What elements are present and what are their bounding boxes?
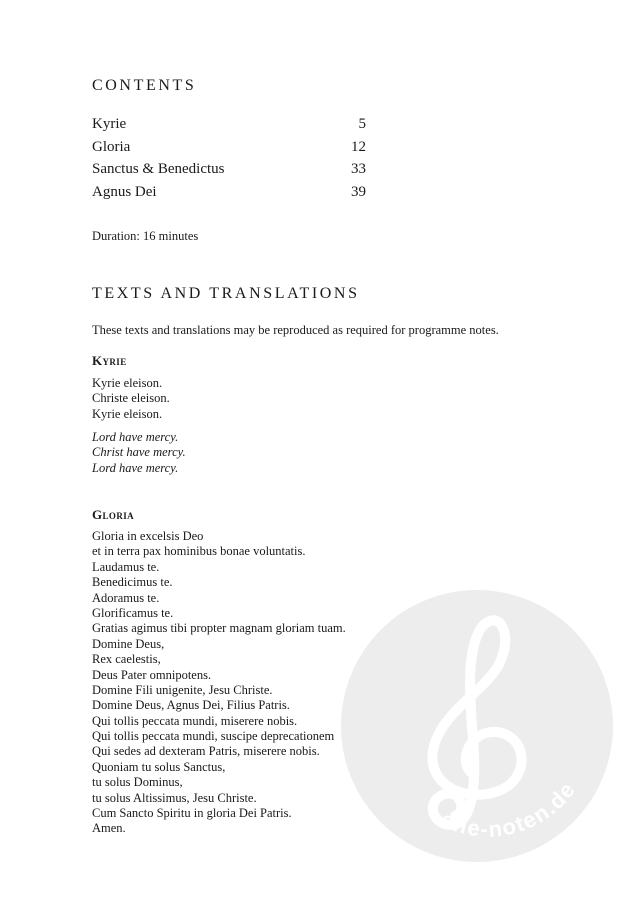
watermark-text: alle-noten.de [437, 776, 581, 842]
text-line: Qui sedes ad dexteram Patris, miserere nobis. [92, 744, 320, 759]
text-line: tu solus Altissimus, Jesu Christe. [92, 790, 257, 805]
toc-entry-page: 5 [358, 116, 366, 132]
text-line: Adoramus te. [92, 590, 160, 605]
contents-heading: CONTENTS [92, 77, 197, 94]
text-line: Lord have mercy. [92, 460, 179, 475]
text-line: Domine Deus, Agnus Dei, Filius Patris. [92, 698, 290, 713]
toc-entry [92, 113, 366, 136]
watermark-seal [341, 590, 613, 862]
kyrie-english-translation [92, 430, 186, 476]
toc-entry-page: 39 [351, 183, 366, 200]
text-line: Quoniam tu solus Sanctus, [92, 759, 226, 774]
toc-entry-title: Kyrie [92, 116, 127, 132]
texts-heading: TEXTS AND TRANSLATIONS [92, 285, 360, 302]
text-line: Deus Pater omnipotens. [92, 667, 212, 682]
text-line: Cum Sancto Spiritu in gloria Dei Patris. [92, 806, 292, 821]
gloria-section-title: Gloria [92, 507, 135, 522]
toc-entry [92, 158, 366, 181]
text-line: Kyrie eleison. [92, 406, 163, 421]
text-line: Qui tollis peccata mundi, miserere nobis. [92, 713, 298, 728]
text-line: tu solus Dominus, [92, 775, 183, 790]
duration-note: Duration: 16 minutes [92, 229, 199, 243]
gloria-latin-text [92, 529, 346, 837]
text-line: Christ have mercy. [92, 445, 186, 460]
text-line: Rex caelestis, [92, 652, 161, 667]
toc-entry-title: Agnus Dei [92, 183, 157, 200]
text-line: Amen. [92, 821, 126, 836]
toc-entry-page: 33 [351, 161, 366, 177]
text-line: Christe eleison. [92, 391, 170, 406]
text-line: Laudamus te. [92, 559, 160, 574]
kyrie-latin-text [92, 376, 170, 422]
toc-entry-title: Sanctus & Benedictus [92, 161, 225, 177]
text-line: Glorificamus te. [92, 605, 174, 620]
toc-entry [92, 181, 366, 204]
toc-entry [92, 136, 366, 159]
text-line: Lord have mercy. [92, 430, 179, 444]
text-line: Benedicimus te. [92, 575, 173, 590]
kyrie-section-title: Kyrie [92, 353, 127, 368]
table-of-contents [92, 113, 366, 203]
intro-note: These texts and translations may be reproduced as required for programme notes. [92, 323, 499, 337]
toc-entry-page: 12 [351, 138, 366, 155]
treble-clef-icon [341, 590, 613, 862]
text-line: Kyrie eleison. [92, 376, 163, 390]
toc-entry-title: Gloria [92, 138, 131, 155]
text-line: Domine Deus, [92, 636, 165, 651]
text-line: Qui tollis peccata mundi, suscipe deprecationem [92, 729, 335, 744]
text-line: Gloria in excelsis Deo [92, 529, 204, 543]
text-line: Domine Fili unigenite, Jesu Christe. [92, 682, 273, 697]
text-line: Gratias agimus tibi propter magnam gloriam tuam. [92, 621, 346, 636]
text-line: et in terra pax hominibus bonae voluntatis. [92, 544, 306, 559]
